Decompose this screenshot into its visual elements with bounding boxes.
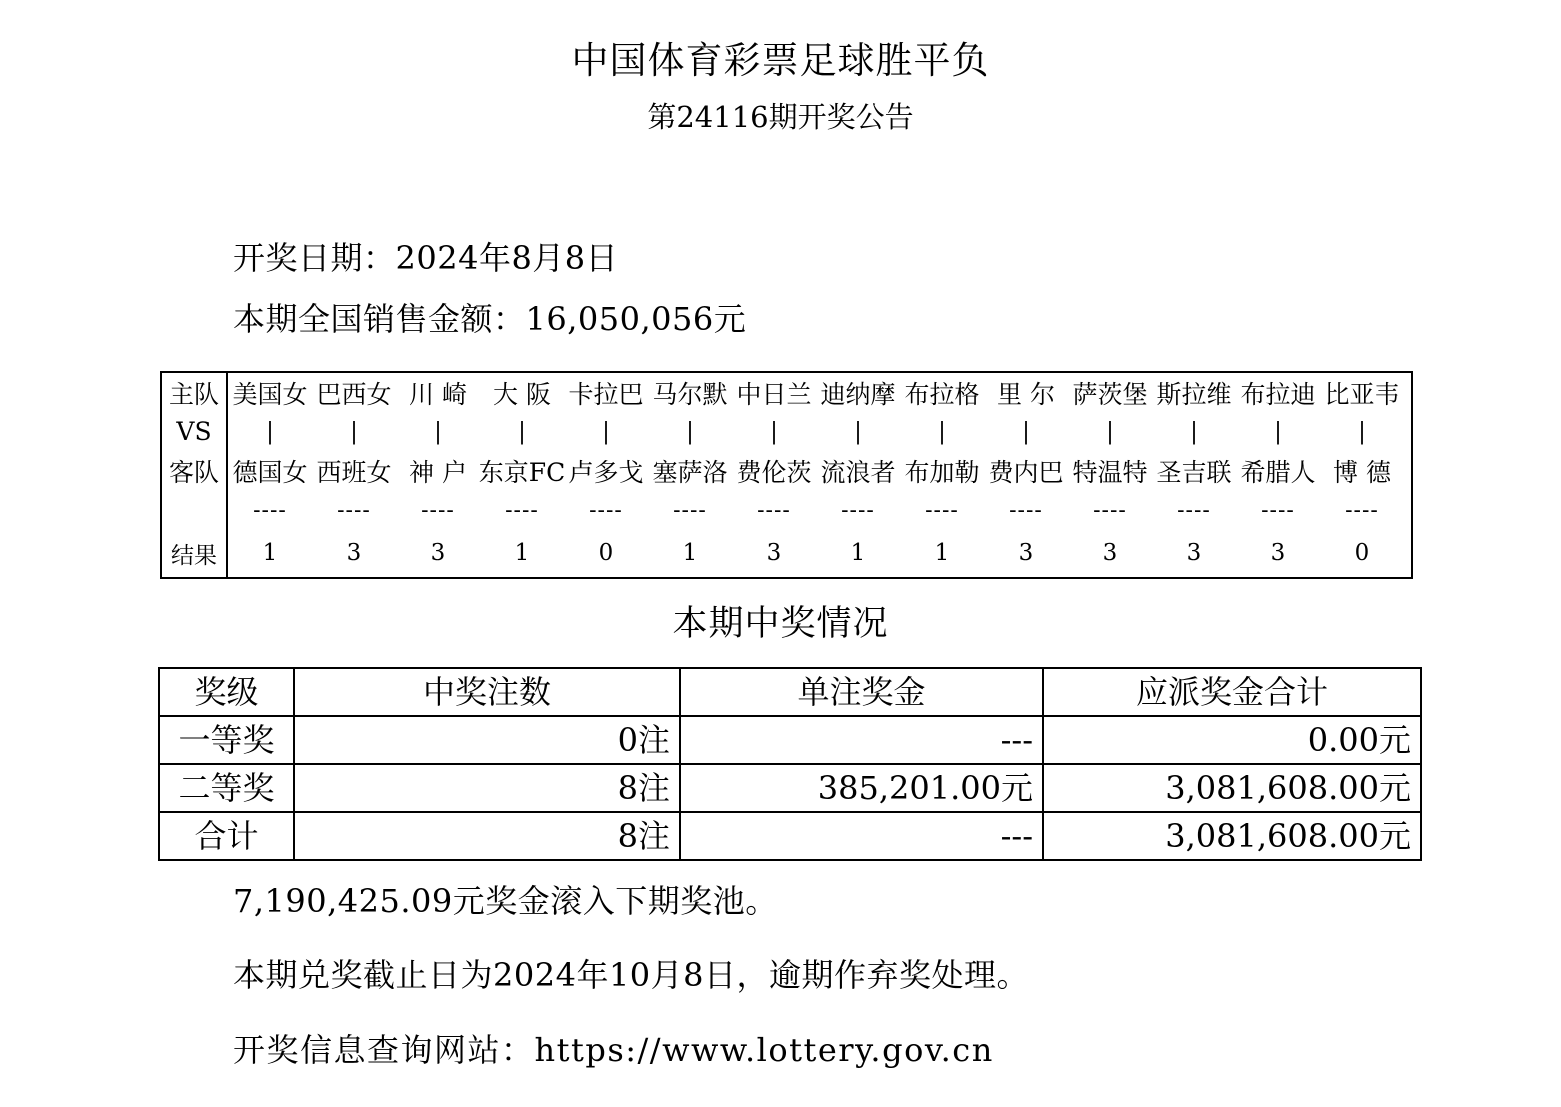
prize-per-ticket: --- (680, 716, 1043, 764)
result-dash: ---- (421, 497, 455, 523)
away-team: 特温特 (1072, 458, 1148, 488)
away-team: 费伦茨 (736, 458, 812, 488)
claim-deadline-note: 本期兑奖截止日为2024年10月8日，逾期作弃奖处理。 (233, 956, 1030, 994)
result-dash: ---- (589, 497, 623, 523)
match-result: 0 (598, 540, 614, 567)
home-team: 比亚韦 (1324, 379, 1400, 409)
result-dash: ---- (1261, 497, 1295, 523)
vs-separator: | (938, 418, 946, 445)
match-column (312, 373, 396, 577)
result-dash: ---- (505, 497, 539, 523)
total-payout: 0.00元 (1043, 716, 1421, 764)
away-team: 西班女 (316, 458, 392, 488)
match-result: 3 (346, 540, 362, 567)
away-team: 德国女 (232, 458, 308, 488)
winning-count: 8注 (294, 812, 680, 860)
winning-count: 8注 (294, 764, 680, 812)
result-dash: ---- (925, 497, 959, 523)
home-team: 斯拉维 (1156, 379, 1232, 409)
vs-separator: | (1106, 418, 1114, 445)
match-column (1152, 373, 1236, 577)
header-winning-count: 中奖注数 (294, 668, 680, 716)
prize-per-ticket: 385,201.00元 (680, 764, 1043, 812)
prize-level: 二等奖 (159, 764, 294, 812)
info-website: 开奖信息查询网站：https://www.lottery.gov.cn (233, 1031, 994, 1069)
prize-per-ticket: --- (680, 812, 1043, 860)
home-team: 里 尔 (997, 379, 1055, 409)
home-team: 布拉格 (904, 379, 980, 409)
home-team: 巴西女 (316, 379, 392, 409)
result-dash: ---- (757, 497, 791, 523)
match-result: 3 (430, 540, 446, 567)
away-team: 希腊人 (1240, 458, 1316, 488)
vs-separator: | (1022, 418, 1030, 445)
result-dash: ---- (337, 497, 371, 523)
header-prize-per-ticket: 单注奖金 (680, 668, 1043, 716)
match-column (1236, 373, 1320, 577)
match-column (1320, 373, 1404, 577)
match-result: 3 (1270, 540, 1286, 567)
away-team: 博 德 (1333, 458, 1391, 488)
vs-separator: | (854, 418, 862, 445)
away-team: 流浪者 (820, 458, 896, 488)
match-column (564, 373, 648, 577)
away-team: 布加勒 (904, 458, 980, 488)
match-result: 1 (262, 540, 278, 567)
vs-separator: | (686, 418, 694, 445)
issue-subtitle: 第24116期开奖公告 (647, 100, 914, 134)
total-payout: 3,081,608.00元 (1043, 764, 1421, 812)
match-results-table (160, 371, 1413, 579)
away-team: 东京FC (478, 458, 566, 488)
prize-level: 一等奖 (159, 716, 294, 764)
draw-date: 开奖日期：2024年8月8日 (233, 239, 619, 277)
result-dash: ---- (253, 497, 287, 523)
match-result: 1 (682, 540, 698, 567)
result-dash: ---- (1093, 497, 1127, 523)
match-column (984, 373, 1068, 577)
match-column (900, 373, 984, 577)
match-result: 1 (934, 540, 950, 567)
table-row (159, 764, 1421, 812)
match-result: 3 (1018, 540, 1034, 567)
match-column (732, 373, 816, 577)
match-result: 3 (1186, 540, 1202, 567)
home-team: 迪纳摩 (820, 379, 896, 409)
vs-separator: | (1358, 418, 1366, 445)
label-spacer (162, 491, 226, 530)
home-team: 马尔默 (652, 379, 728, 409)
result-dash: ---- (673, 497, 707, 523)
home-team: 萨茨堡 (1072, 379, 1148, 409)
result-label: 结果 (171, 542, 217, 569)
away-team: 圣吉联 (1156, 458, 1232, 488)
national-sales-amount: 本期全国销售金额：16,050,056元 (233, 300, 747, 338)
home-team: 美国女 (232, 379, 308, 409)
match-column (1068, 373, 1152, 577)
home-team-label: 主队 (168, 379, 219, 409)
match-result: 1 (850, 540, 866, 567)
away-team: 神 户 (409, 458, 467, 488)
match-result: 3 (766, 540, 782, 567)
home-team: 中日兰 (736, 379, 812, 409)
page-title: 中国体育彩票足球胜平负 (571, 39, 990, 82)
away-team: 费内巴 (988, 458, 1064, 488)
home-team: 卡拉巴 (568, 379, 644, 409)
home-team: 大 阪 (493, 379, 551, 409)
home-team: 布拉迪 (1240, 379, 1316, 409)
vs-separator: | (518, 418, 526, 445)
prize-header-row (159, 668, 1421, 716)
vs-label: VS (176, 417, 212, 447)
vs-separator: | (1274, 418, 1282, 445)
prize-table (158, 667, 1422, 861)
vs-separator: | (350, 418, 358, 445)
match-result: 3 (1102, 540, 1118, 567)
vs-separator: | (434, 418, 442, 445)
match-result: 1 (514, 540, 530, 567)
match-column (396, 373, 480, 577)
table-row (159, 716, 1421, 764)
match-column (648, 373, 732, 577)
prize-level: 合计 (159, 812, 294, 860)
result-dash: ---- (1009, 497, 1043, 523)
match-label-column (162, 373, 228, 577)
header-total-payout: 应派奖金合计 (1043, 668, 1421, 716)
away-team-label: 客队 (168, 458, 219, 488)
vs-separator: | (602, 418, 610, 445)
result-dash: ---- (1177, 497, 1211, 523)
jackpot-rollover-note: 7,190,425.09元奖金滚入下期奖池。 (233, 882, 778, 920)
vs-separator: | (266, 418, 274, 445)
result-dash: ---- (841, 497, 875, 523)
match-column (816, 373, 900, 577)
home-team: 川 崎 (409, 379, 467, 409)
header-prize-level: 奖级 (159, 668, 294, 716)
away-team: 卢多戈 (568, 458, 644, 488)
winning-count: 0注 (294, 716, 680, 764)
result-dash: ---- (1345, 497, 1379, 523)
prize-section-title: 本期中奖情况 (672, 604, 889, 644)
vs-separator: | (1190, 418, 1198, 445)
match-column (228, 373, 312, 577)
table-row (159, 812, 1421, 860)
vs-separator: | (770, 418, 778, 445)
away-team: 塞萨洛 (652, 458, 728, 488)
match-columns (228, 373, 1404, 577)
total-payout: 3,081,608.00元 (1043, 812, 1421, 860)
match-column (480, 373, 564, 577)
match-result: 0 (1354, 540, 1370, 567)
